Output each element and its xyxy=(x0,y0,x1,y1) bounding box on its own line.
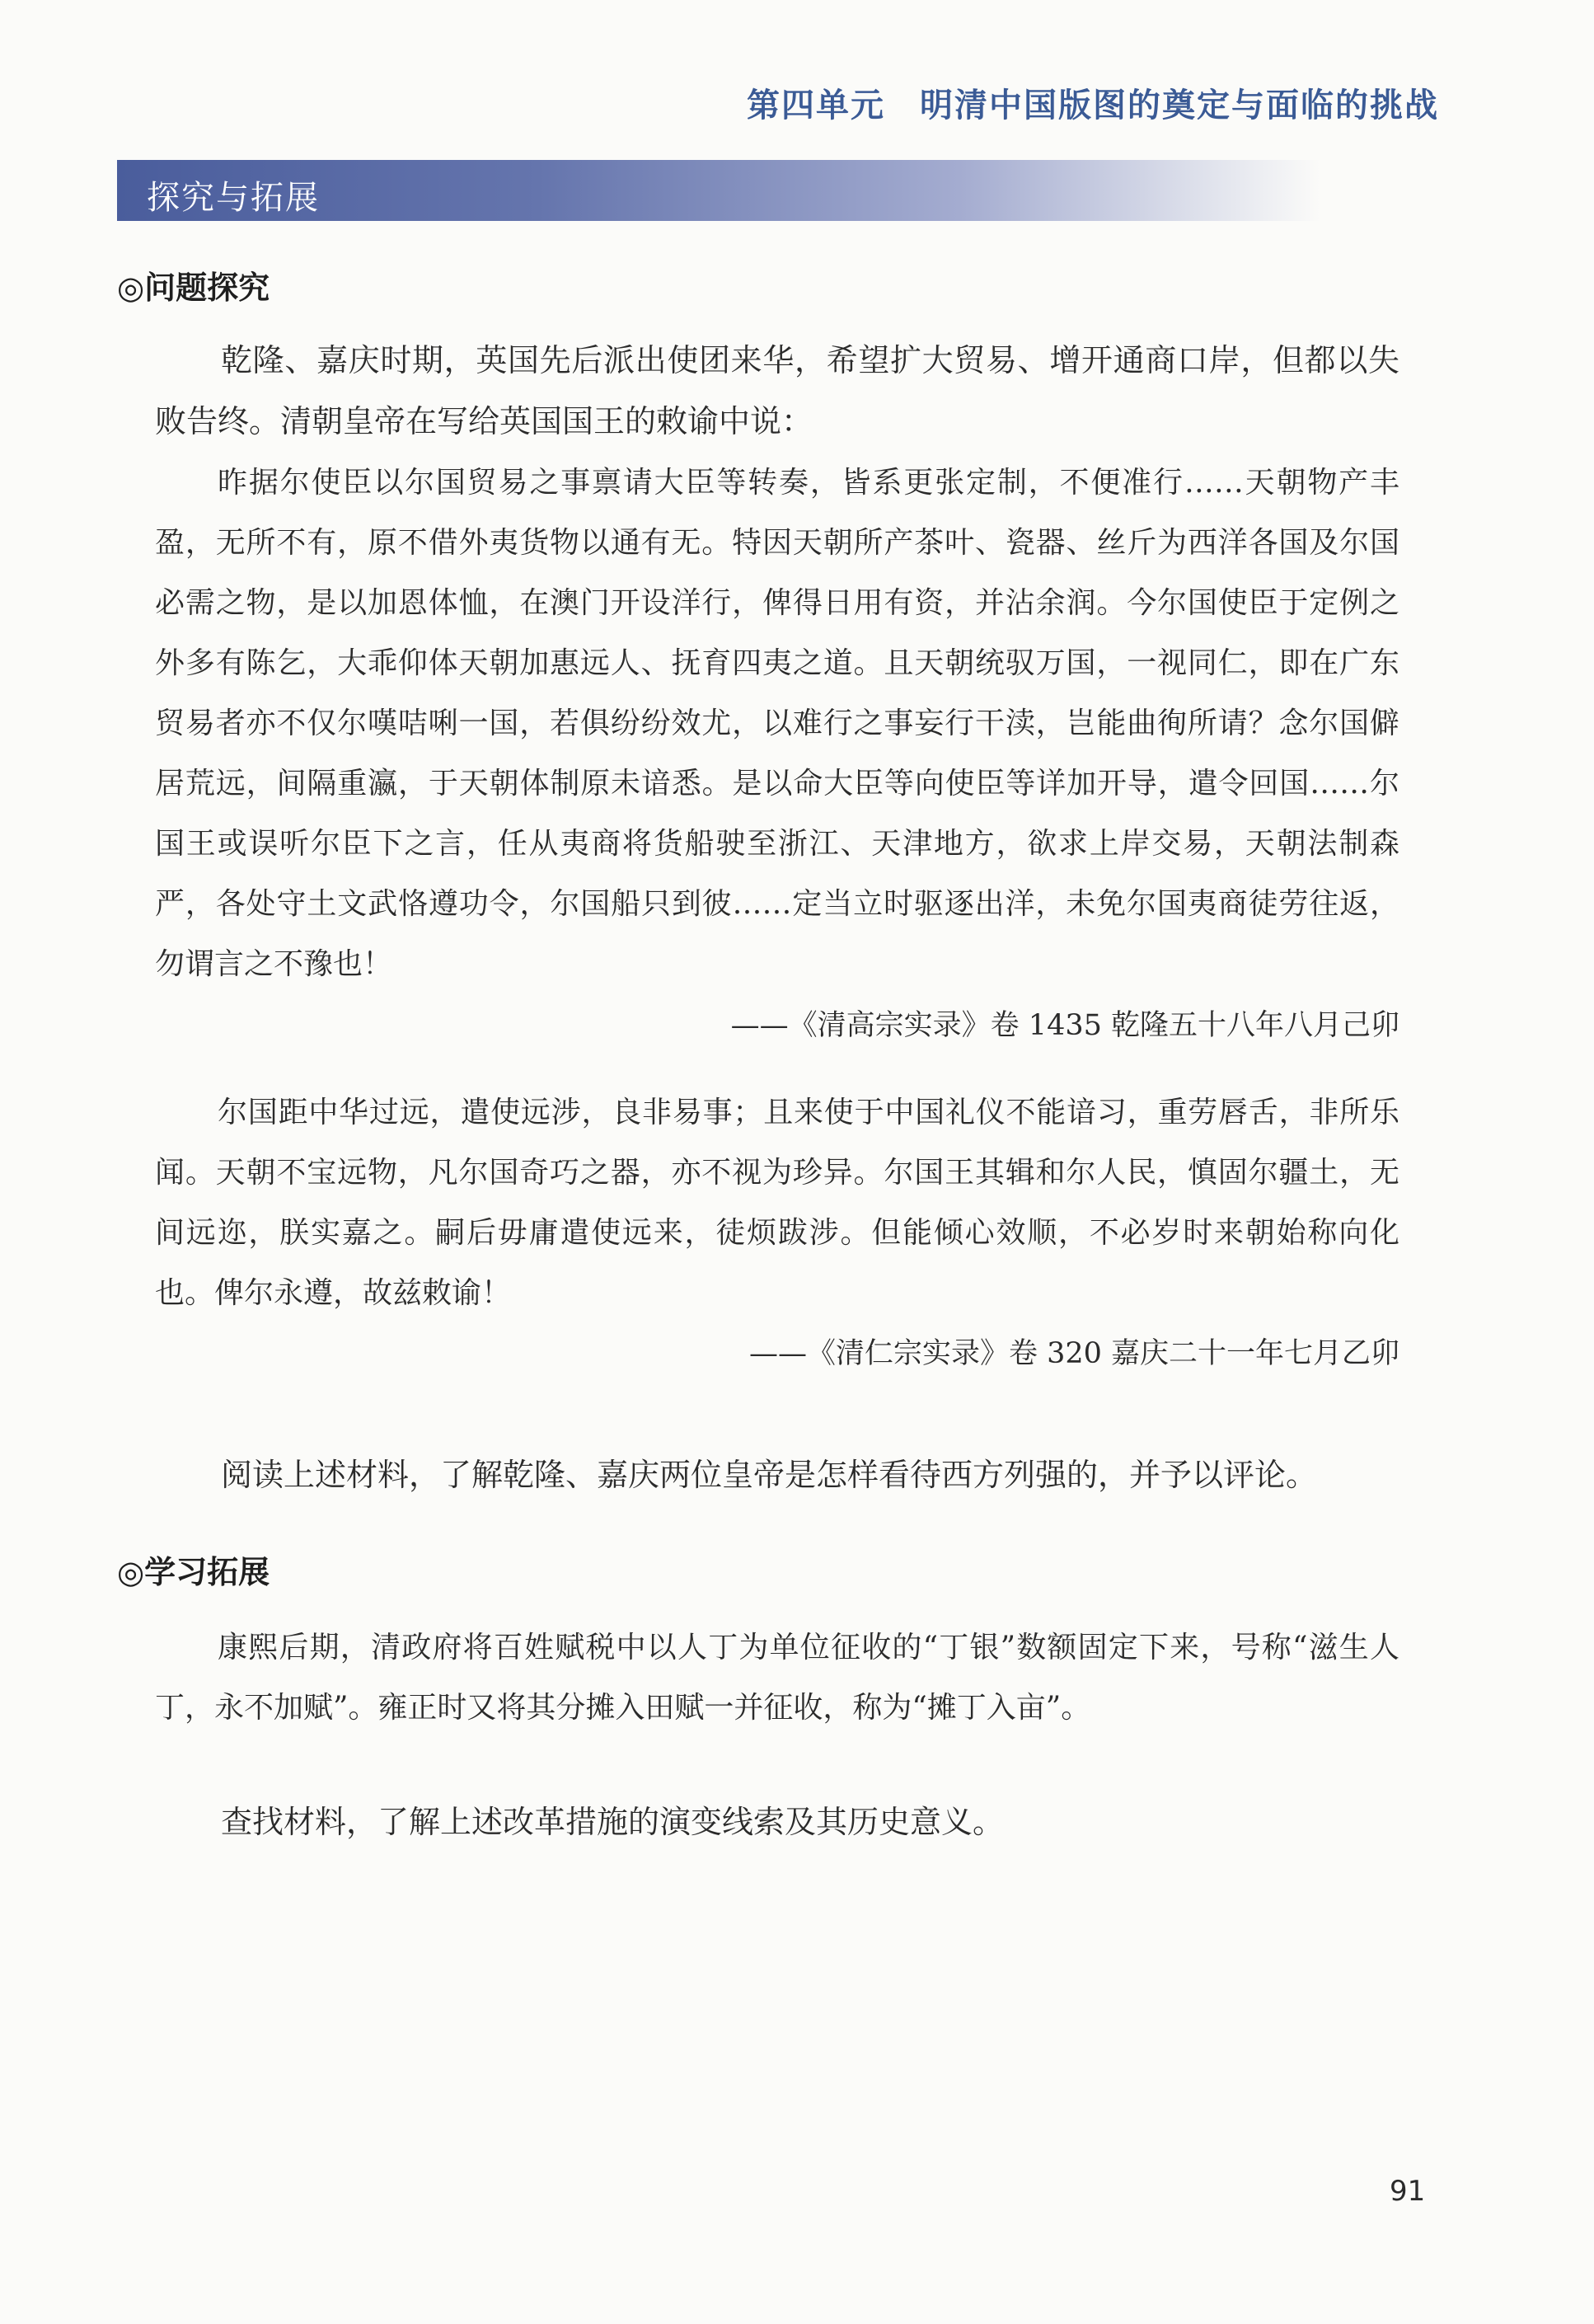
quote-jiaqing: 尔国距中华过远，遣使远涉，良非易事；且来使于中国礼仪不能谙习，重劳唇舌，非所乐闻。天朝不宝远物，凡尔国奇巧之器，亦不视为珍异。尔国王其辑和尔人民，慎固尔疆土，无间远迩，朕实嘉之。嗣后毋庸遣使远来，徒烦跋涉。但能倾心效顺，不必岁时来朝始称向化也。俾尔永遵，故兹敕谕！ xyxy=(155,1096,1399,1310)
extension-intro: 康熙后期，清政府将百姓赋税中以人丁为单位征收的“丁银”数额固定下来，号称“滋生人丁，永不加赋”。雍正时又将其分摊入田赋一并征收，称为“摊丁入亩”。 xyxy=(155,1631,1399,1725)
chapter-title: 第四单元 明清中国版图的奠定与面临的挑战 xyxy=(747,87,1439,124)
inquiry-heading: ◎问题探究 xyxy=(117,270,270,306)
quote-qianlong: 昨据尔使臣以尔国贸易之事禀请大臣等转奏，皆系更张定制，不便准行……天朝物产丰盈，无所不有，原不借外夷货物以通有无。特因天朝所产茶叶、瓷器、丝斤为西洋各国及尔国必需之物，是以加恩体恤，在澳门开设洋行，俾得日用有资，并沾余润。今尔国使臣于定例之外多有陈乞，大乖仰体天朝加惠远人、抚育四夷之道。且天朝统驭万国，一视同仁，即在广东贸易者亦不仅尔嘆咭唎一国，若俱纷纷效尤，以难行之事妄行干渎，岂能曲徇所请？念尔国僻居荒远，间隔重瀛，于天朝体制原未谙悉。是以命大臣等向使臣等详加开导，遣令回国……尔国王或误听尔臣下之言，任从夷商将货船驶至浙江、天津地方，欲求上岸交易，天朝法制森严，各处守土文武恪遵功令，尔国船只到彼……定当立时驱逐出洋，未免尔国夷商徒劳往返，勿谓言之不豫也！ xyxy=(155,466,1399,981)
inquiry-task: 阅读上述材料，了解乾隆、嘉庆两位皇帝是怎样看待西方列强的，并予以评论。 xyxy=(221,1457,1318,1493)
inquiry-intro: 乾隆、嘉庆时期，英国先后派出使团来华，希望扩大贸易、增开通商口岸，但都以失败告终。清朝皇帝在写给英国国王的敕谕中说： xyxy=(155,342,1399,439)
source-qianlong: ——《清高宗实录》卷 1435 乾隆五十八年八月己卯 xyxy=(730,1009,1399,1042)
extension-task: 查找材料，了解上述改革措施的演变线索及其历史意义。 xyxy=(221,1804,1005,1840)
page-number: 91 xyxy=(1390,2175,1426,2208)
source-jiaqing: ——《清仁宗实录》卷 320 嘉庆二十一年七月乙卯 xyxy=(748,1337,1399,1370)
section-title: 探究与拓展 xyxy=(147,179,320,217)
extension-heading: ◎学习拓展 xyxy=(117,1554,270,1590)
section-banner xyxy=(117,160,1320,221)
